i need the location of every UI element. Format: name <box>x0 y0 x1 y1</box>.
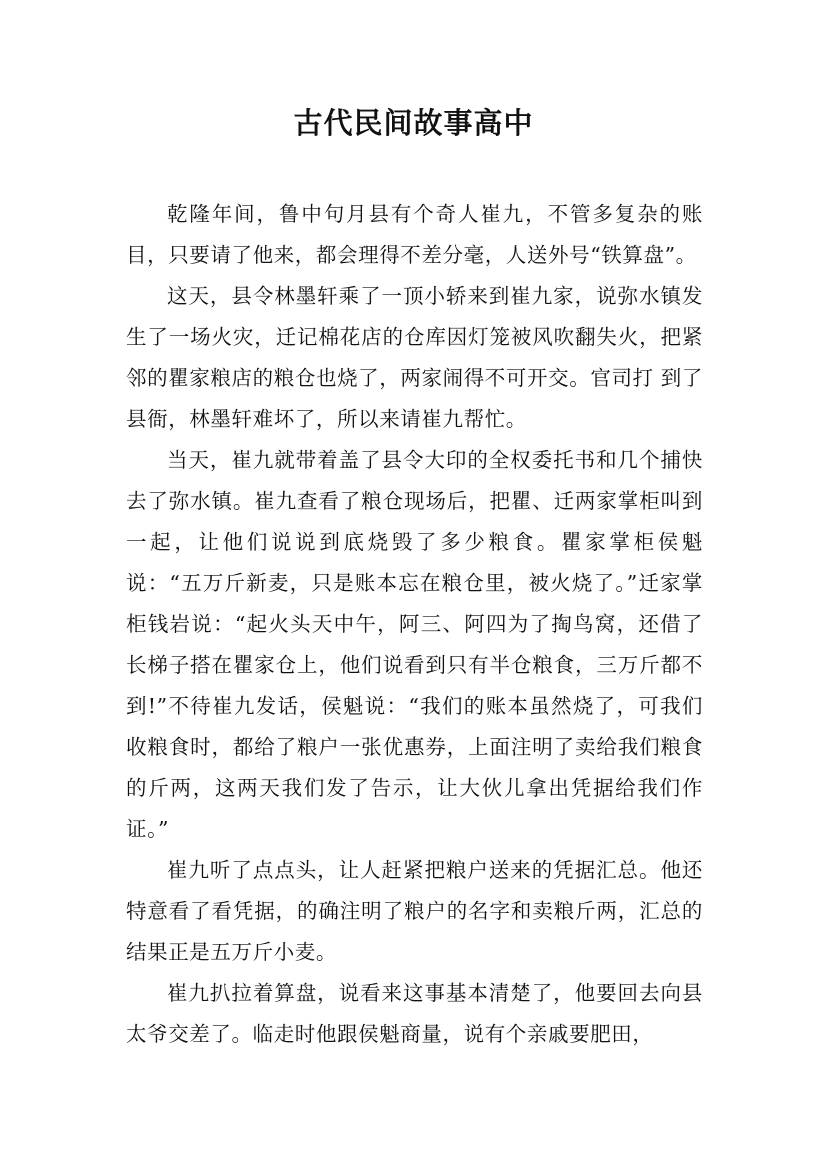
paragraph: 崔九扒拉着算盘，说看来这事基本清楚了，他要回去向县太爷交差了。临走时他跟侯魁商量，说有个亲戚要肥田， <box>126 981 703 1046</box>
paragraph: 乾隆年间，鲁中句月县有个奇人崔九，不管多复杂的账目，只要请了他来，都会理得不差分毫，人送外号“铁算盘”。 <box>126 202 703 267</box>
paragraph: 当天，崔九就带着盖了县令大印的全权委托书和几个捕快去了弥水镇。崔九查看了粮仓现场后，把瞿、迁两家掌柜叫到一起，让他们说说到底烧毁了多少粮食。瞿家掌柜侯魁说：“五万斤新麦，只是账本忘在粮仓里，被火烧了。”迁家掌柜钱岩说：“起火头天中午，阿三、阿四为了掏鸟窝，还借了长梯子搭在瞿家仓上，他们说看到只有半仓粮食，三万斤都不到!”不待崔九发话，侯魁说：“我们的账本虽然烧了，可我们收粮食时，都给了粮户一张优惠券，上面注明了卖给我们粮食的斤两，这两天我们发了告示，让大伙儿拿出凭据给我们作证。” <box>126 448 703 841</box>
document-body <box>126 194 703 1055</box>
paragraph: 这天，县令林墨轩乘了一顶小轿来到崔九家，说弥水镇发生了一场火灾，迁记棉花店的仓库因灯笼被风吹翻失火，把紧邻的瞿家粮店的粮仓也烧了，两家闹得不可开交。官司打 到了县衙，林墨轩难坏了，所以来请崔九帮忙。 <box>126 284 703 431</box>
document-title: 古代民间故事高中 <box>293 106 534 140</box>
paragraph: 崔九听了点点头，让人赶紧把粮户送来的凭据汇总。他还特意看了看凭据，的确注明了粮户的名字和卖粮斤两，汇总的结果正是五万斤小麦。 <box>126 858 703 964</box>
